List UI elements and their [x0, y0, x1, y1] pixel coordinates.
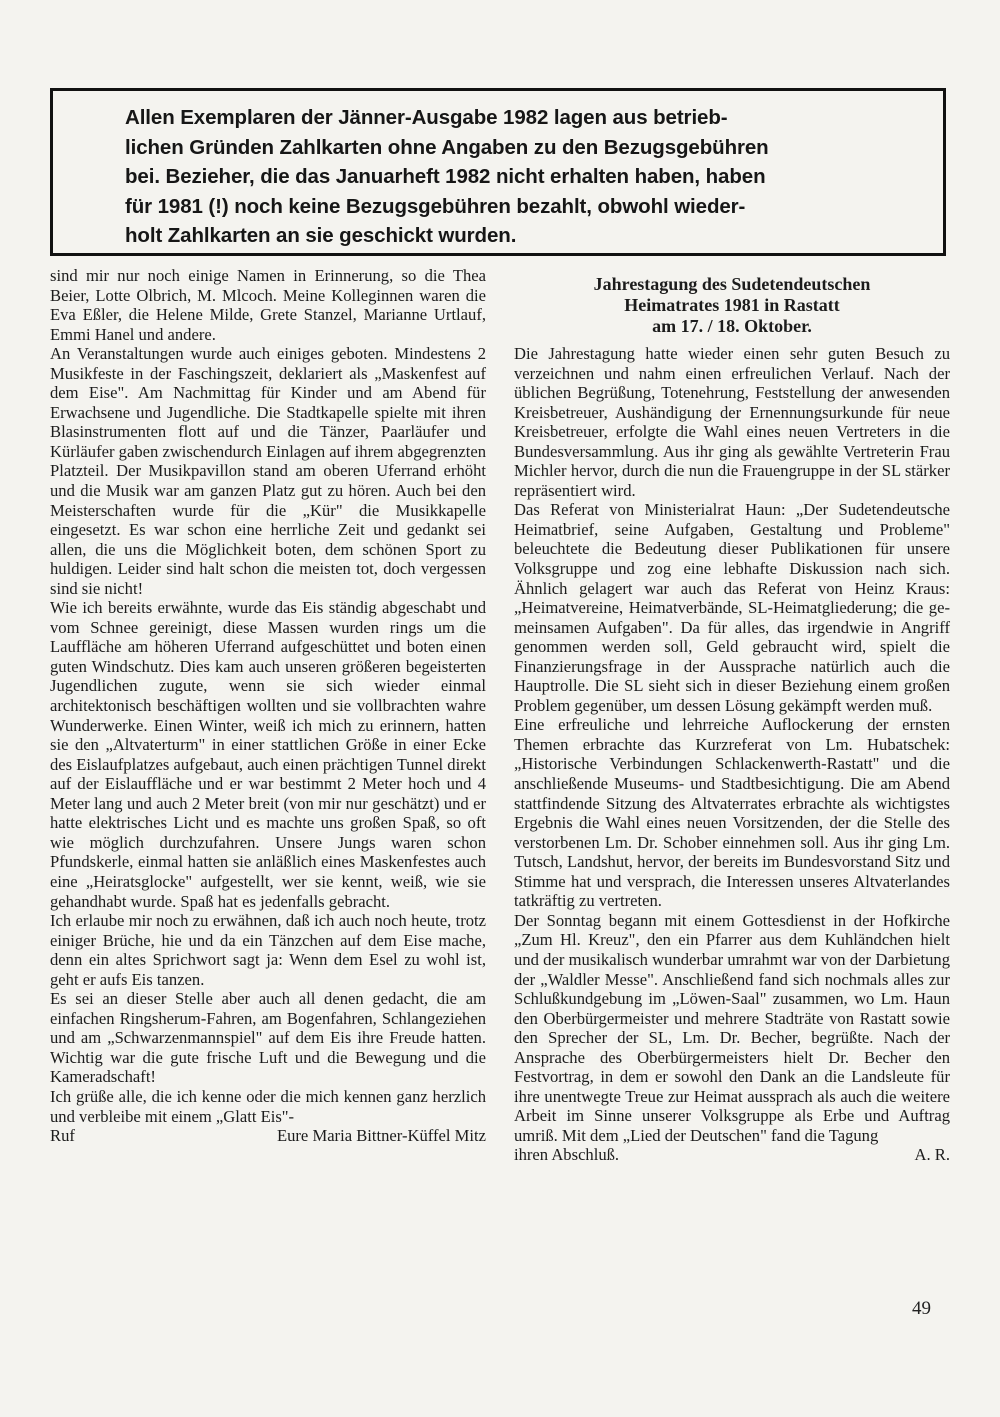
article-heading: [514, 274, 950, 337]
heading-line: Jahrestagung des Sudetendeutschen: [593, 274, 871, 294]
left-column: [50, 266, 486, 1146]
signature-line: [50, 1126, 486, 1146]
signature: A. R.: [914, 1145, 950, 1165]
signature-line: [514, 1145, 950, 1165]
paragraph: Die Jahrestagung hatte wieder einen sehr guten Besuch zu verzeichnen und nahm einen erfreulichen Verlauf. Nach der üblichen Begrüßung, Totenehrung, Feststellung der anwesenden Kreisbetreuer, Aushändigung der Ernennungsurkunde für neue Kreisbetreuer, erfolgte die Wahl eines neuen Vertreters in die Bundesversammlung. Aus ihr ging als gewählte Vertreterin Frau Michler hervor, durch die nun die Frauengruppe in der SL stärker repräsentiert wird.: [514, 344, 950, 500]
notice-line: bei. Bezieher, die das Januarheft 1982 nicht erhalten haben, haben: [125, 165, 766, 188]
paragraph: Ich grüße alle, die ich kenne oder die mich kennen ganz herzlich und verbleibe mit einem „Glatt Eis"-: [50, 1086, 486, 1126]
closing-word: ihren Abschluß.: [514, 1145, 620, 1165]
paragraph: Der Sonntag begann mit einem Gottesdienst in der Hofkirche „Zum Hl. Kreuz", den ein Pfarrer aus dem Kuhländchen hielt und der musikalisch wunderbar umrahmt war von der Darbietung der „Waldler Messe". Anschließend fand sich nochmals alles zur Schlußkundgebung im „Löwen-Saal" zusammen, wo Lm. Haun den Oberbürgermeister und mehrere Stadträte von Rastatt sowie den Sprecher der SL, Lm. Dr. Becher, begrüßte. Nach der Ansprache des Oberbürgermeisters hielt Dr. Becher den Festvortrag, in dem er sowohl den Dank an die Landsleute für ihre unentwegte Treue zur Heimat aussprach als auch die weitere Arbeit im Sinne unserer Volksgruppe als Erbe und Auftrag umriß. Mit dem „Lied der Deutschen" fand die Tagung: [514, 910, 950, 1145]
heading-line: am 17. / 18. Oktober.: [652, 316, 812, 336]
paragraph: sind mir nur noch einige Namen in Erinnerung, so die Thea Beier, Lotte Olbrich, M. Mlcoch. Meine Kolleginnen waren die Eva Eßler, die Helene Milde, Grete Stanzel, Marianne Urtlauf, Emmi Hanel und andere.: [50, 266, 486, 344]
notice-line: Allen Exemplaren der Jänner-Ausgabe 1982 lagen aus betrieb-: [125, 106, 728, 129]
paragraph: Eine erfreuliche und lehrreiche Auflockerung der ernsten Themen erbrachte das Kurzreferat von Lm. Hubatschek: „Historische Verbindungen Schlackenwerth-Rastatt" und die anschließende Museums- und Stadtbesichtigung. Die am Abend stattfindende Sitzung des Altvaterrates erbrachte als wichtigstes Ergebnis die Wahl eines neuen Vorsitzenden, der die Stelle des verstorbenen Lm. Dr. Schober einnehmen soll. Aus ihr ging Lm. Tutsch, Landshut, hervor, der bereits im Bundesvorstand Sitz und Stimme hat und versprach, die Interessen unseres Altvaterlandes tatkräftig zu vertreten.: [514, 715, 950, 911]
notice-box: [50, 88, 946, 256]
paragraph: Das Referat von Ministerialrat Haun: „Der Sudetendeutsche Heimatbrief, seine Aufgaben, Gestaltung und Probleme" beleuchtete die Bedeutung dieser Publikationen für unsere Volksgruppe und zog eine lebhafte Diskussion nach sich. Ähnlich gelagert war auch das Referat von Heinz Kraus: „Heimatvereine, Heimatverbände, SL-Heimatgliederung; die gemeinsamen Aufgaben". Da für alles, das irgendwie in Angriff genommen werden soll, Geld gebraucht wird, spielt die Finanzierungsfrage in der Aussprache natürlich auch die Hauptrolle. Die SL sieht sich in dieser Beziehung einem großen Problem gegenüber, um dessen Lösung gekämpft werden muß.: [514, 500, 950, 715]
notice-line: lichen Gründen Zahlkarten ohne Angaben zu den Bezugsgebühren: [125, 135, 769, 159]
notice-line: holt Zahlkarten an sie geschickt wurden.: [125, 224, 517, 247]
page-number: 49: [912, 1298, 931, 1319]
paragraph: Ich erlaube mir noch zu erwähnen, daß ich auch noch heute, trotz einiger Brüche, hie und da ein Tänzchen auf dem Eise mache, denn ein altes Sprichwort sagt ja: Wenn dem Esel zu wohl ist, geht er aufs Eis tanzen.: [50, 911, 486, 989]
closing-word: Ruf: [50, 1126, 75, 1146]
notice-line: für 1981 (!) noch keine Bezugsgebühren bezahlt, obwohl wieder-: [125, 194, 746, 218]
paragraph: An Veranstaltungen wurde auch einiges geboten. Mindestens 2 Musikfeste in der Faschingszeit, deklariert als „Maskenfest auf dem Eise". Am Nachmittag für Kinder und am Abend für Erwachsene und Jugendliche. Die Stadtkapelle spielte mit ihren Blasinstrumenten flott auf und die Tänzer, Paarläufer und Kürläufer gaben zwischendurch Einlagen auf ihrem abgegrenzten Platzteil. Der Musikpavillon stand am oberen Uferrand erhöht und die Musik war am ganzen Platz gut zu hören. Auch bei den Meisterschaften wurde für die „Kür" die Musikkapelle eingesetzt. Es war schon eine herrliche Zeit und gedankt sei allen, die uns die Möglichkeit boten, dem schönen Sport zu huldigen. Leider sind halt schon die meisten tot, doch vergessen sind sie nicht!: [50, 344, 486, 598]
signature: Eure Maria Bittner-Küffel Mitz: [276, 1126, 486, 1146]
right-column: [514, 274, 950, 1165]
paragraph: Es sei an dieser Stelle aber auch all denen gedacht, die am einfachen Ringsherum-Fahren, am Bogenfahren, Schlangeziehen und am „Schwarzenmannspiel" auf dem Eis ihre Freude hatten. Wichtig war die gute frische Luft und die Bewegung und die Kameradschaft!: [50, 989, 486, 1087]
paragraph: Wie ich bereits erwähnte, wurde das Eis ständig abgeschabt und vom Schnee gereinigt, diese Massen wurden rings um die Lauffläche am höheren Uferrand aufgeschüttet und boten einen guten Windschutz. Dies kam auch unseren größeren begeisterten Jugendlichen zugute, wenn sie sich wieder einmal architektonisch beschäftigen wollten und sie vollbrachten wahre Wunderwerke. Einen Winter, weiß ich mich zu erinnern, hatten sie den „Altvaterturm" in einer stattlichen Größe in einer Ecke des Eislaufplatzes aufgebaut, auch einen prächtigen Tunnel direkt auf der Eislauffläche und er war bestimmt 2 Meter hoch und 4 Meter lang und auch 2 Meter breit (von mir nur geschätzt) und er hatte elektrisches Licht und es machte uns großen Spaß, so oft wie möglich durchzufahren. Unsere Jungs waren schon Pfundskerle, einmal hatten sie anläßlich eines Maskenfestes auch eine „Heiratsglocke" aufgestellt, wer sie kennt, weiß, wie sie gehandhabt wurde. Spaß hat es jedenfalls gebracht.: [50, 598, 486, 911]
heading-line: Heimatrates 1981 in Rastatt: [624, 295, 840, 315]
